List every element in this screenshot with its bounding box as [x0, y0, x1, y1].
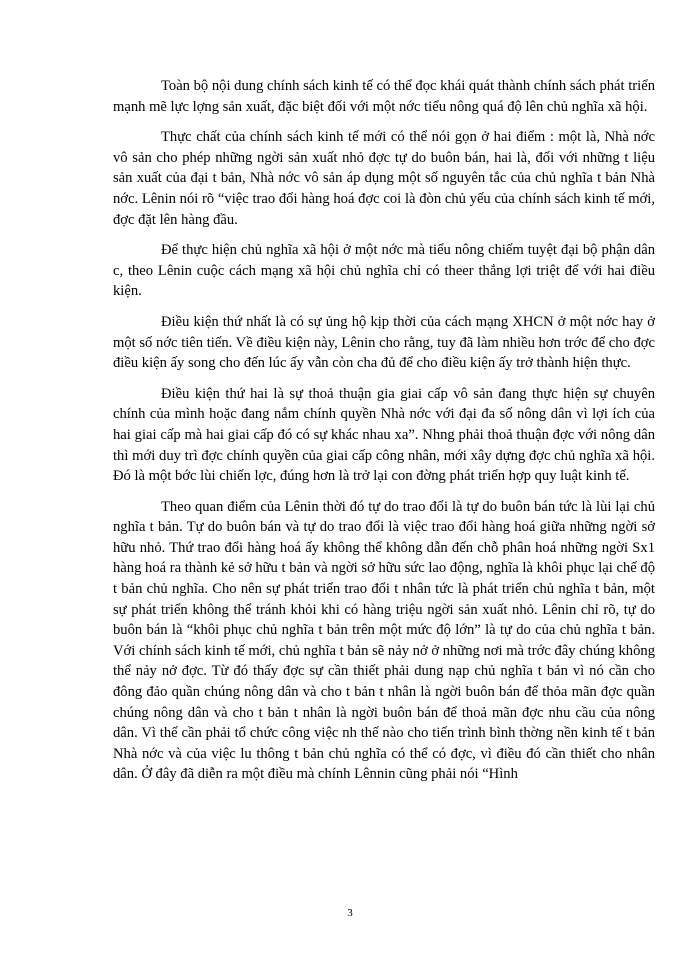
paragraph-4: Điều kiện thứ nhất là có sự ủng hộ kịp thời của cách mạng XHCN ở một nớc hay ở một số nớc tiên tiến. Về điều kiện này, Lênin cho rằng, tuy đã làm nhiều hơn trớc để cho đợc điều kiện ấy song cho đến lúc ấy vẫn còn cha đủ để cho điều kiện ấy trở thành hiện thực. [113, 313, 655, 372]
paragraph-1: Toàn bộ nội dung chính sách kinh tế có thể đọc khái quát thành chính sách phát triển mạnh mẽ lực lợng sản xuất, đặc biệt đối với một nớc tiểu nông quá độ lên chủ nghĩa xã hội. [113, 78, 655, 115]
page-number: 3 [347, 907, 353, 919]
paragraph-2: Thực chất của chính sách kinh tế mới có thể nói gọn ở hai điểm : một là, Nhà nớc vô sản cho phép những ngời sản xuất nhỏ đợc tự do buôn bán, hai là, đối với những t liệu sản xuất của đại t bản, Nhà nớc vô sản áp dụng một số nguyên tắc của chủ nghĩa t bản Nhà nớc. Lênin nói rõ “việc trao đổi hàng hoá đợc coi là đòn chủ yếu của chính sách kinh tế mới, đợc đặt lên hàng đầu. [113, 129, 655, 228]
paragraph-3: Để thực hiện chủ nghĩa xã hội ở một nớc mà tiểu nông chiếm tuyệt đại bộ phận dân c, theo Lênin cuộc cách mạng xã hội chủ nghĩa chỉ có theer thắng lợi triệt để với hai điều kiện. [113, 242, 655, 300]
paragraph-6: Theo quan điểm của Lênin thời đó tự do trao đổi là tự do buôn bán tức là lùi lại chủ nghĩa t bản. Tự do buôn bán và tự do trao đổi là việc trao đổi hàng hoá giữa những ngời sở hữu nhỏ. Thứ trao đổi hàng hoá ấy không thể không dẫn đến chỗ phân hoá những ngời Sx1 hàng hoá ra thành kẻ sở hữu t bản và ngời sở hữu sức lao động, nghĩa là khôi phục lại chế độ t bản chủ nghĩa. Cho nên sự phát triển trao đổi t nhân tức là phát triển chủ nghĩa t bản, một sự phát triển không thể tránh khỏi khi có hàng triệu ngời sản xuất nhỏ. Lênin chỉ rõ, tự do buôn bán là “khôi phục chủ nghĩa t bản trên một mức độ lớn” là tự do của chủ nghĩa t bản. Với chính sách kinh tế mới, chủ nghĩa t bản sẽ nảy nở ở những nơi mà trớc đây chúng không thể nảy nở đợc. Từ đó thấy đợc sự cần thiết phải dung nạp chủ nghĩa t bản vì nó cần cho đông đảo quần chúng nông dân và cho t bản t nhân là ngời buôn bán để thỏa mãn đợc quần chúng nông dân và cho t bản t nhân là ngời buôn bán để thoả mãn đợc nhu cầu của nông dân. Vì thế cần phải tổ chức công việc nh thế nào cho tiến trình bình thờng nền kinh tế t bản Nhà nớc và của việc lu thông t bản chủ nghĩa có thể có đợc, vì điều đó cần thiết cho nhân dân. Ở đây đã diễn ra một điều mà chính Lênnin cũng phải nói “Hình [113, 498, 655, 783]
paragraph-5: Điều kiện thứ hai là sự thoả thuận gia giai cấp vô sản đang thực hiện sự chuyên chính của mình hoặc đang nắm chính quyền Nhà nớc với đại đa số nông dân vì lợi ích của hai giai cấp mà hai giai cấp đó có sự khác nhau xa”. Nhng phải thoả thuận đợc với nông dân thì mới duy trì đợc chính quyền của giai cấp công nhân, mới xây dựng đợc chủ nghĩa xã hội. Đó là một bớc lùi chiến lợc, đúng hơn là trở lại con đờng phát triển hợp quy luật kinh tế. [113, 385, 655, 485]
document-body [113, 76, 655, 795]
